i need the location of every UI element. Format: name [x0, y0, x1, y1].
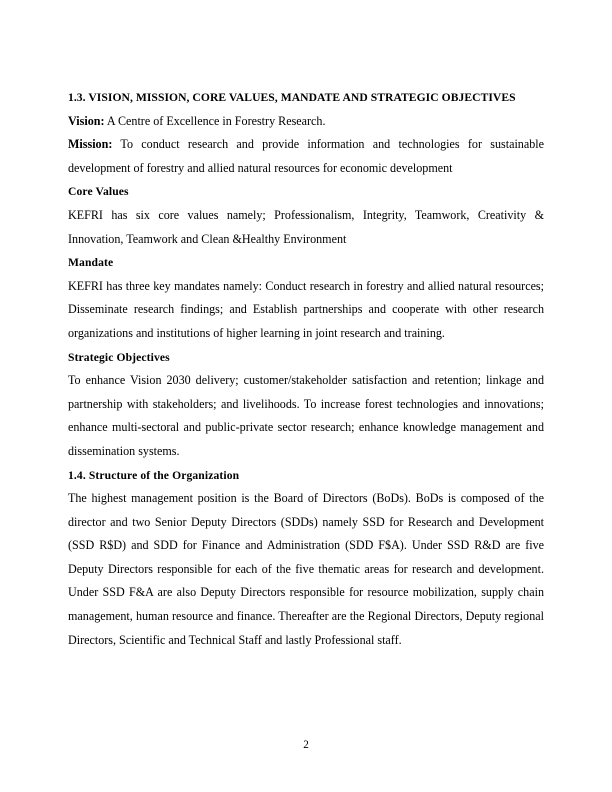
- mission-label: Mission:: [68, 137, 113, 152]
- structure-paragraph: The highest management position is the Board of Directors (BoDs). BoDs is composed of the director and two Senior Deputy Directors (SDDs) namely SSD for Research and Development (SSD R$D) and SDD for Finance and Administration (SDD F$A). Under SSD R&D are five Deputy Directors responsible for each of the five thematic areas for research and development. Under SSD F&A are also Deputy Directors responsible for resource mobilization, supply chain management, human resource and finance. Thereafter are the Regional Directors, Deputy regional Directors, Scientific and Technical Staff and lastly Professional staff.: [68, 491, 544, 647]
- mission-paragraph: [68, 133, 544, 180]
- strategic-objectives-paragraph: To enhance Vision 2030 delivery; customer/stakeholder satisfaction and retention; linkage and partnership with stakeholders; and livelihoods. To increase forest technologies and innovations; enhance multi-sectoral and public-private sector research; enhance knowledge management and dissemination systems.: [68, 373, 544, 458]
- page-number: 2: [303, 739, 309, 751]
- section-heading-1-4: 1.4. Structure of the Organization: [68, 468, 240, 482]
- mandate-paragraph: KEFRI has three key mandates namely: Conduct research in forestry and allied natural resources; Disseminate research findings; and Establish partnerships and cooperate with other research organizations and institutions of higher learning in joint research and training.: [68, 278, 544, 340]
- mission-text: To conduct research and provide information and technologies for sustainable development of forestry and allied natural resources for economic development: [68, 137, 544, 175]
- mandate-heading: Mandate: [68, 256, 114, 270]
- core-values-heading: Core Values: [68, 185, 129, 199]
- section-heading-1-3: 1.3. VISION, MISSION, CORE VALUES, MANDATE AND STRATEGIC OBJECTIVES: [68, 91, 516, 104]
- vision-label: Vision:: [68, 113, 105, 128]
- vision-paragraph: [68, 110, 544, 134]
- strategic-objectives-heading: Strategic Objectives: [68, 350, 170, 364]
- document-body: [68, 86, 544, 652]
- core-values-paragraph: KEFRI has six core values namely; Professionalism, Integrity, Teamwork, Creativity & Innovation, Teamwork and Clean &Healthy Environment: [68, 207, 544, 246]
- vision-text: A Centre of Excellence in Forestry Research.: [104, 113, 326, 128]
